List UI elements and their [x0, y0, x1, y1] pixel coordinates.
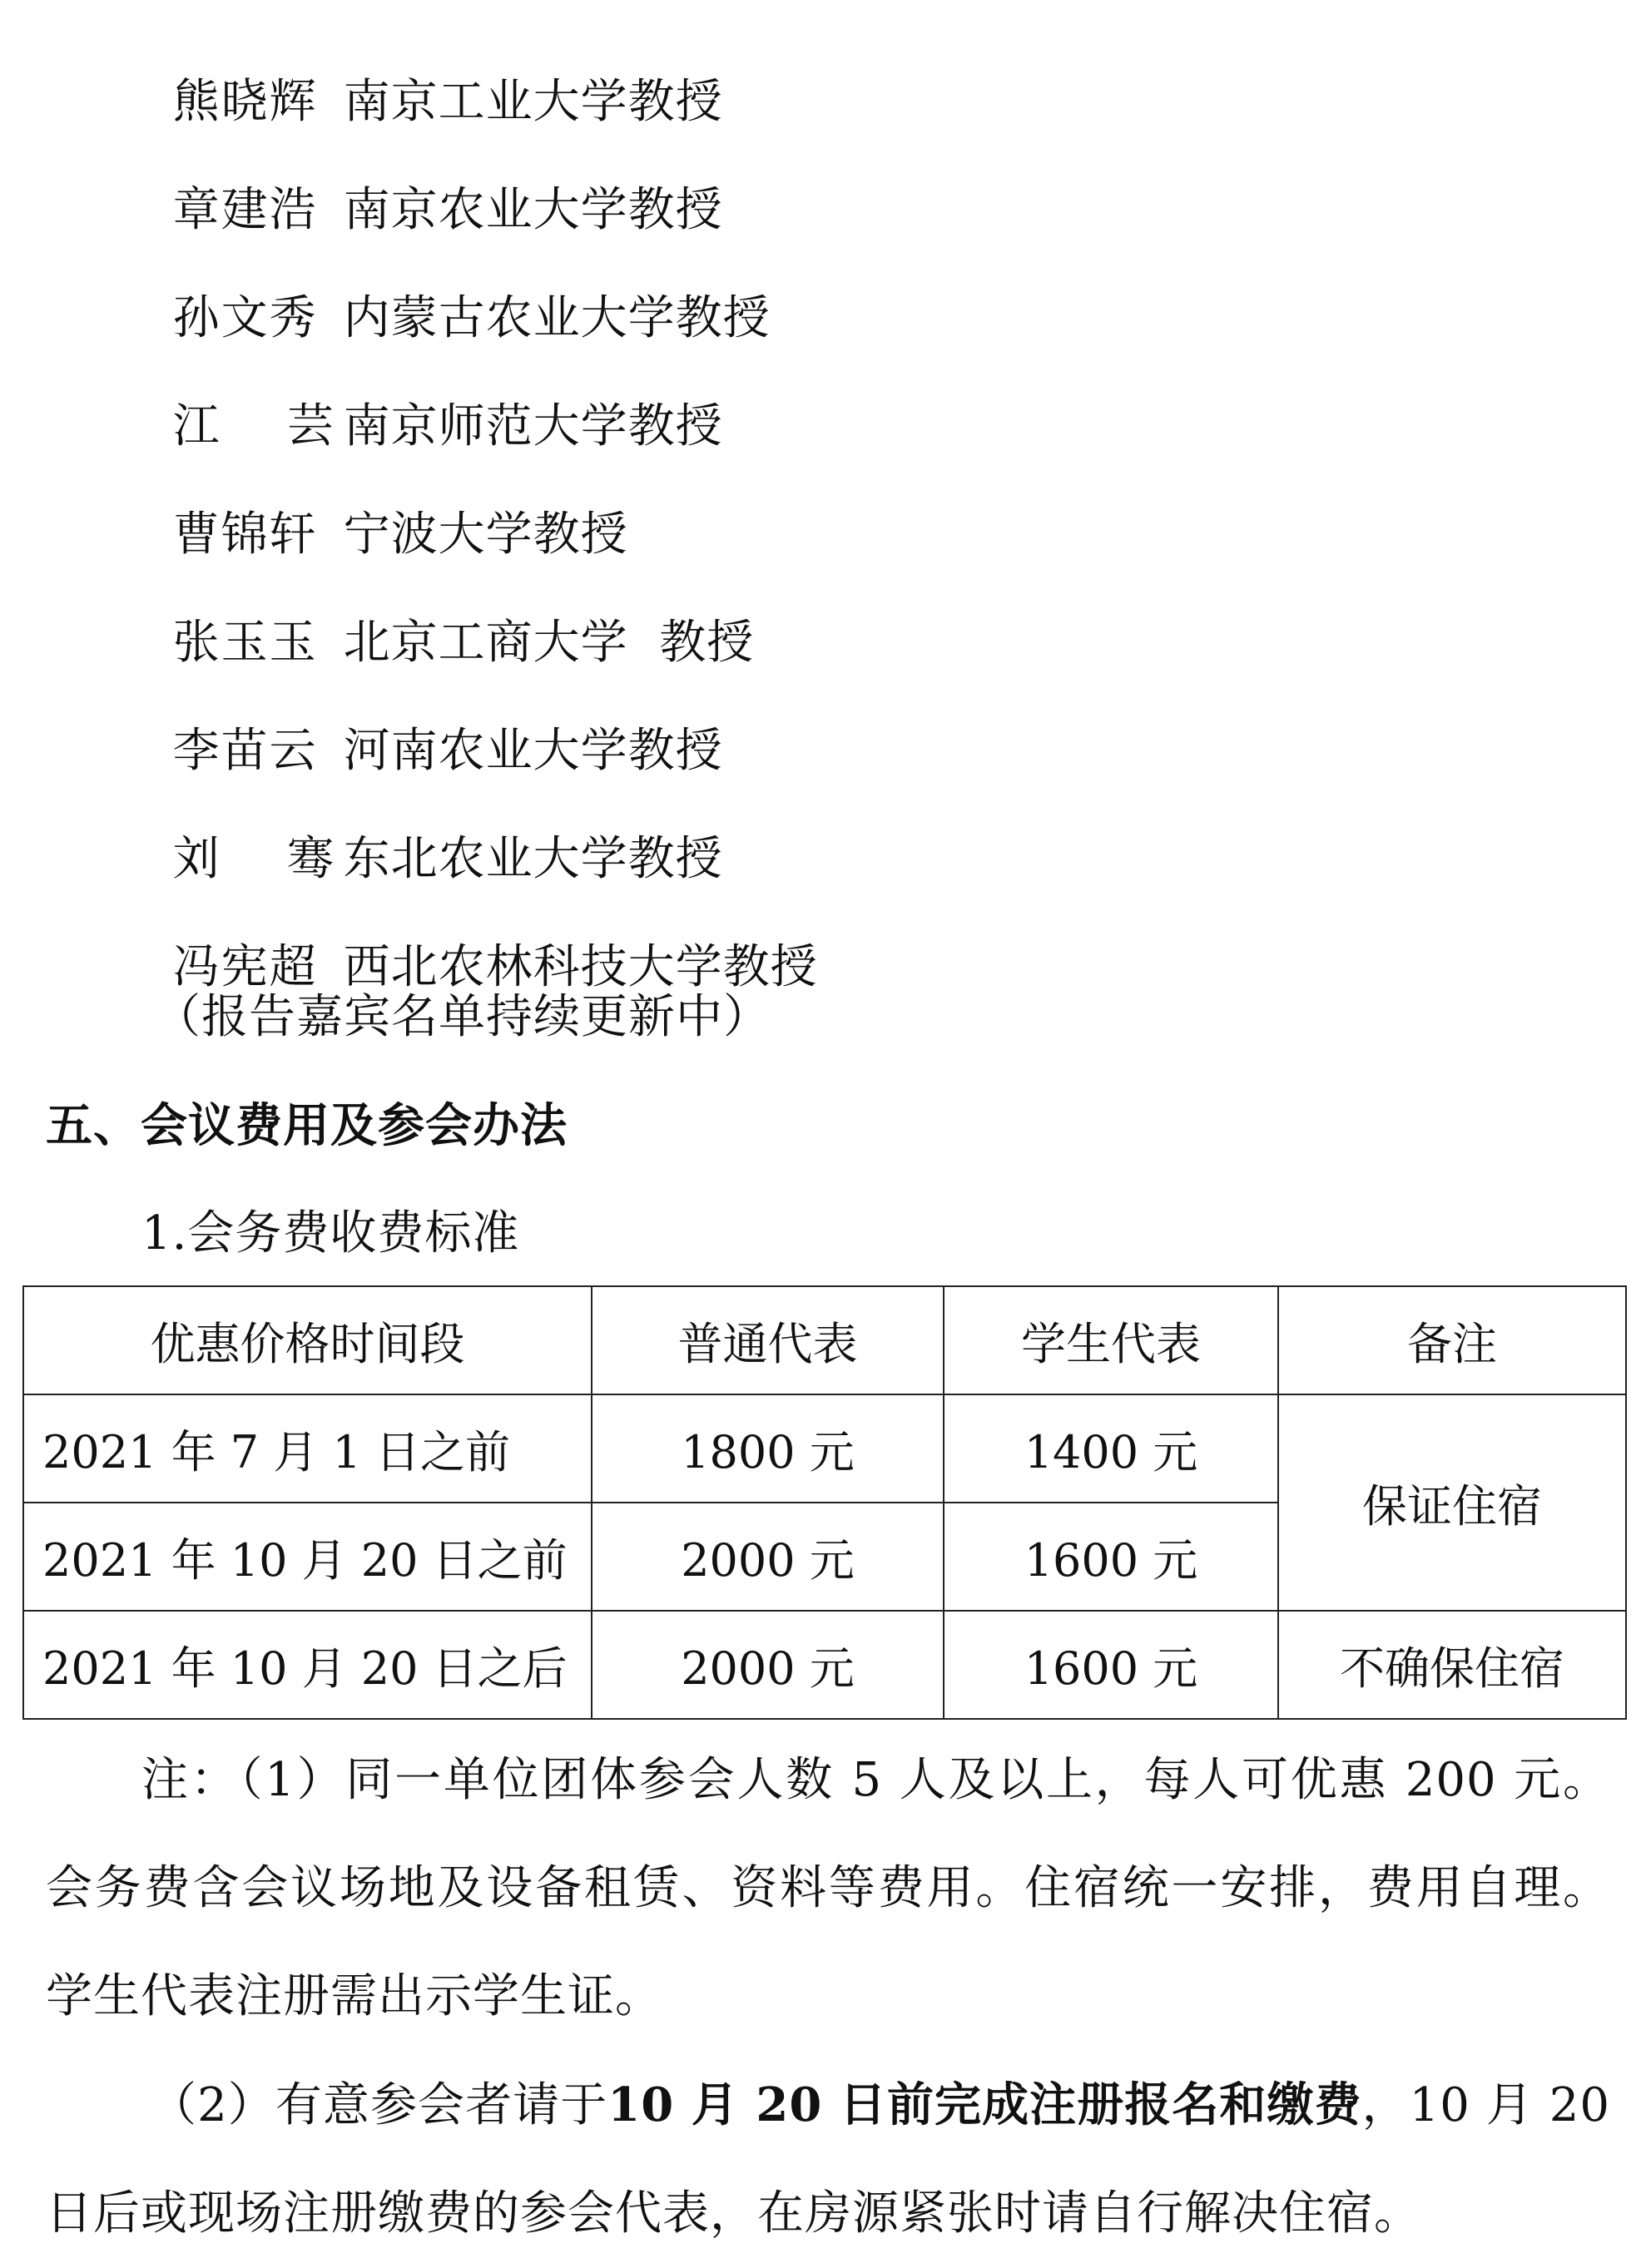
- guest-name: 熊晓辉: [172, 75, 318, 129]
- note-paragraph-1: 注：（1）同一单位团体参会人数 5 人及以上，每人可优惠 200 元。会务费含会议场地及设备租赁、资料等费用。住宿统一安排，费用自理。学生代表注册需出示学生证。: [46, 1753, 1610, 2023]
- guest-entry: [141, 664, 723, 780]
- period-cell: 2021 年 10 月 20 日之后: [23, 1611, 592, 1719]
- regular-fee-cell: 1800 元: [592, 1394, 944, 1503]
- guest-affiliation: 内蒙古农业大学教授: [343, 291, 771, 345]
- guest-affiliation: 东北农业大学教授: [343, 832, 723, 886]
- guest-name: 张玉玉: [172, 616, 318, 670]
- table-header-row: [23, 1286, 1626, 1394]
- guest-name: 冯宪超: [172, 940, 318, 994]
- column-header: 普通代表: [592, 1286, 944, 1394]
- registration-deadline: 10 月 20 日前完成注册报名和缴费: [607, 2077, 1362, 2132]
- guest-affiliation: 宁波大学教授: [343, 508, 628, 562]
- remark-cell: 不确保住宿: [1278, 1611, 1626, 1719]
- student-fee-cell: 1600 元: [944, 1611, 1278, 1719]
- student-fee-cell: 1600 元: [944, 1503, 1278, 1611]
- note-paragraph-2: [46, 2051, 1610, 2268]
- remark-cell: 保证住宿: [1278, 1394, 1626, 1611]
- guest-name: 刘 骞: [172, 832, 335, 886]
- note-2-prefix: （2）有意参会者请于: [150, 2078, 608, 2132]
- period-cell: 2021 年 7 月 1 日之前: [23, 1394, 592, 1503]
- regular-fee-cell: 2000 元: [592, 1503, 944, 1611]
- regular-fee-cell: 2000 元: [592, 1611, 944, 1719]
- guest-entry: [141, 556, 754, 672]
- student-fee-cell: 1400 元: [944, 1394, 1278, 1503]
- section-heading: 五、会议费用及参会办法: [46, 1098, 568, 1153]
- guest-entry: [141, 231, 771, 348]
- column-header: 备注: [1278, 1286, 1626, 1394]
- guest-entry: [141, 15, 723, 131]
- guest-name: 曹锦轩: [172, 508, 318, 562]
- guest-name: 江 芸: [172, 399, 335, 453]
- guest-affiliation: 南京师范大学教授: [343, 399, 723, 453]
- guest-entry: [141, 339, 723, 456]
- subheading: 1.会务费收费标准: [141, 1206, 520, 1260]
- guest-entry: [141, 880, 818, 997]
- table-row: [23, 1611, 1626, 1719]
- guest-name: 章建浩: [172, 183, 318, 237]
- guest-affiliation: 西北农林科技大学教授: [343, 940, 818, 994]
- guest-name: 孙文秀: [172, 291, 318, 345]
- column-header: 学生代表: [944, 1286, 1278, 1394]
- table-row: [23, 1394, 1626, 1503]
- guest-affiliation: 北京工商大学 教授: [343, 616, 755, 670]
- guest-name: 李苗云: [172, 724, 318, 778]
- note-2-suffix: ，10 月 20 日后或现场注册缴费的参会代表，在房源紧张时请自行解决住宿。: [46, 2078, 1610, 2241]
- guest-affiliation: 南京工业大学教授: [343, 75, 723, 129]
- fee-table: [22, 1285, 1627, 1720]
- guest-entry: [141, 448, 628, 564]
- column-header: 优惠价格时间段: [23, 1286, 592, 1394]
- guest-affiliation: 河南农业大学教授: [343, 724, 723, 778]
- guest-entry: [141, 123, 723, 240]
- guest-list-note: （报告嘉宾名单持续更新中）: [154, 990, 771, 1044]
- guest-affiliation: 南京农业大学教授: [343, 183, 723, 237]
- guest-entry: [141, 772, 723, 889]
- period-cell: 2021 年 10 月 20 日之前: [23, 1503, 592, 1611]
